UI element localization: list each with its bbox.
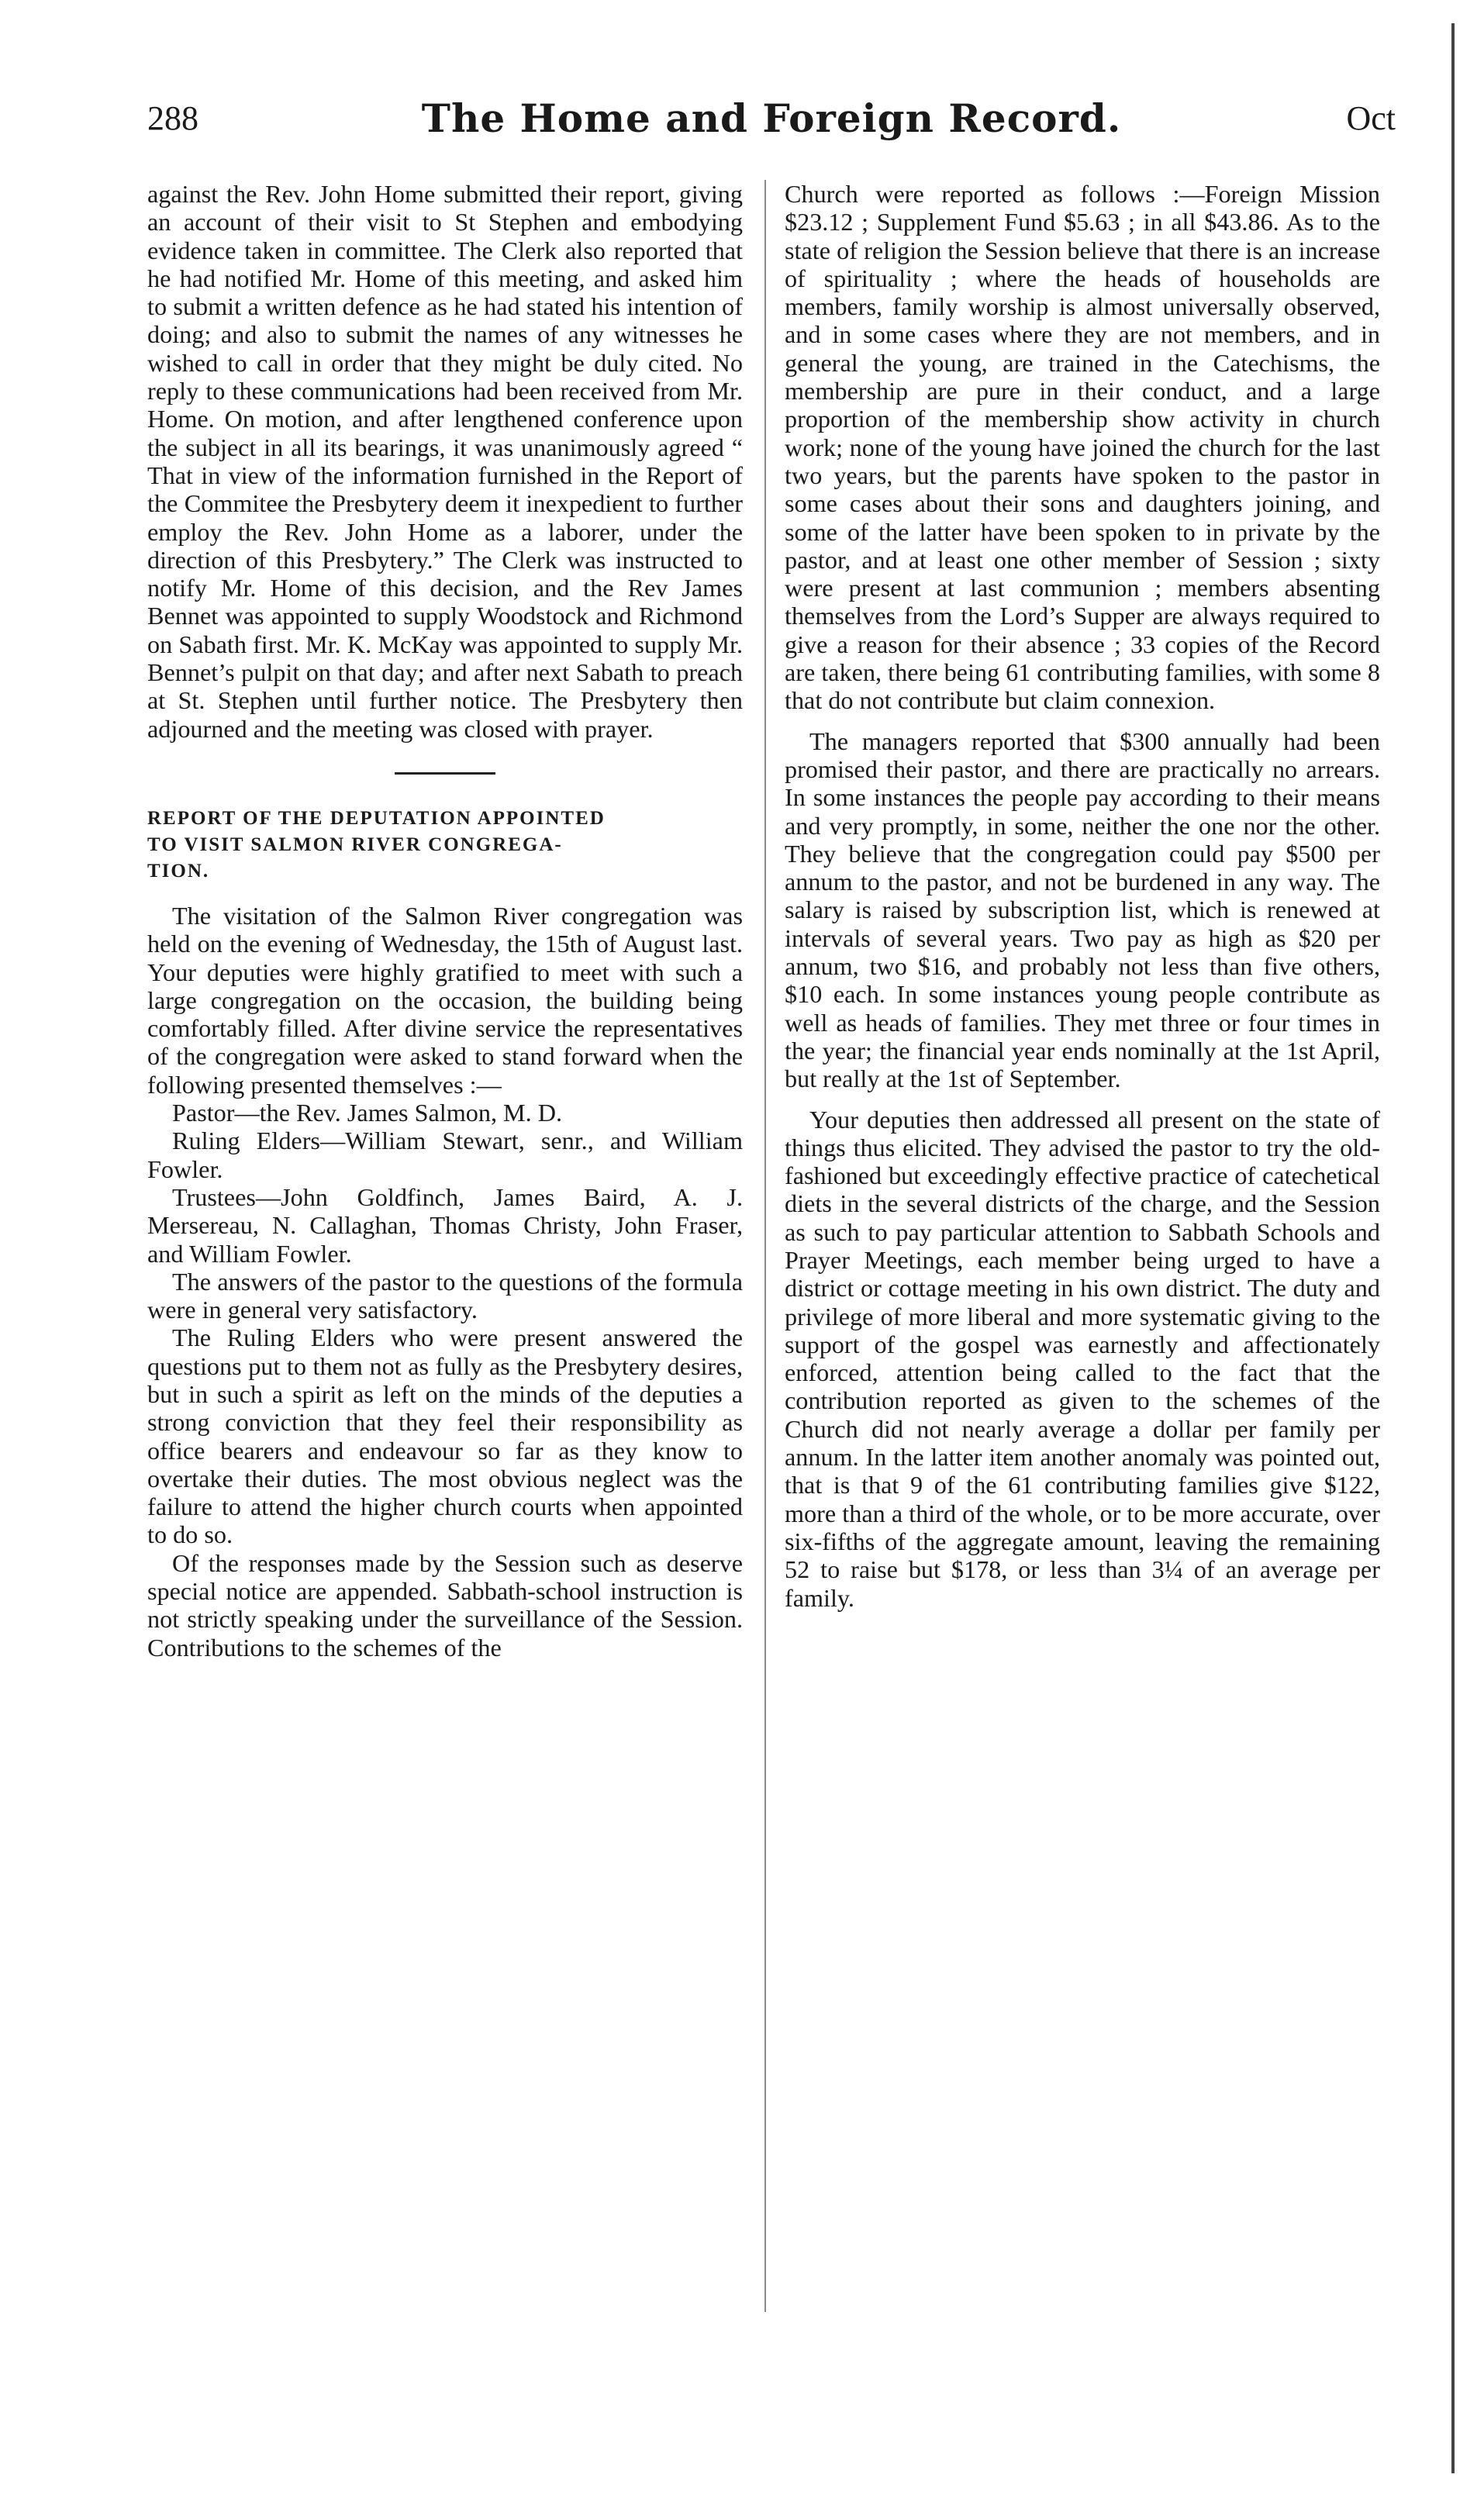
- ruling-elders-paragraph: The Ruling Elders who were present answered the questions put to them not as fully as the Presbytery desires, but in such a spirit as left on the minds of the deputies a strong conviction that they feel their responsibility as office bearers and endeavour so far as they know to overtake their duties. The most obvious neglect was the failure to attend the higher church courts when appointed to do so.: [147, 1323, 743, 1549]
- session-responses-paragraph: Of the responses made by the Session such as deserve special notice are appended. Sabbath-school instruction is not strictly speaking under the surveillance of the Session. Contributions to the schemes of the: [147, 1548, 743, 1662]
- pastor-line: Pastor—the Rev. James Salmon, M. D.: [172, 1099, 563, 1127]
- column-rule: [764, 180, 766, 2312]
- page-edge-rule: [1451, 23, 1455, 2473]
- visitation-paragraph: The visitation of the Salmon River congregation was held on the evening of Wednesday, the 15th of August last. Your deputies were highly gratified to meet with such a large congregation on the occasion, the building being comfortably filled. After divine service the representatives of the congregation were asked to stand forward when the following presented themselves :—: [147, 901, 743, 1099]
- pastor-answers-paragraph: The answers of the pastor to the questions of the formula were in general very satisfactory.: [147, 1267, 743, 1324]
- running-header: [147, 91, 1396, 146]
- page-number: 288: [147, 99, 198, 137]
- heading-line: TION.: [147, 860, 210, 882]
- heading-line: TO VISIT SALMON RIVER CONGREGA-: [147, 833, 563, 855]
- heading-line: REPORT OF THE DEPUTATION APPOINTED: [147, 807, 606, 829]
- deputation-report-heading: [147, 806, 743, 885]
- deputies-address-paragraph: Your deputies then addressed all present on the state of things thus elicited. They advised the pastor to try the old-fashioned but exceedingly effective practice of catechetical diets in the several districts of the charge, and the Session as such to pay particular attention to Sabbath Schools and Prayer Meetings, each member being urged to have a district or cottage meeting in his own district. The duty and privilege of more liberal and more systematic giving to the support of the gospel was earnestly and affectionately enforced, attention being called to the fact that the contribution reported as given to the schemes of the Church did not nearly average a dollar per family per annum. In the latter item another anomaly was pointed out, that is that 9 of the 61 contributing families give $122, more than a third of the whole, or to be more accurate, over six-fifths of the aggregate amount, leaving the remaining 52 to raise but $178, or less than 3¼ of an average per family.: [785, 1105, 1380, 1612]
- right-column: [785, 180, 1380, 1612]
- section-divider: [395, 772, 495, 775]
- contributions-paragraph: Church were reported as follows :—Foreign Mission $23.12 ; Supplement Fund $5.63 ; in all $43.86. As to the state of religion the Session believe that there is an increase of spirituality ; where the heads of households are members, family worship is almost universally observed, and in some cases where they are not members, and in general the young, are trained in the Catechisms, the membership are pure in their conduct, and a large proportion of the membership show activity in church work; none of the young have joined the church for the last two years, but the parents have spoken to the pastor in some cases about their sons and daughters joining, and some of the latter have been spoken to in private by the pastor, and at least one other member of Session ; sixty were present at last communion ; members absenting themselves from the Lord’s Supper are always required to give a reason for their absence ; 33 copies of the Record are taken, there being 61 contributing families, with some 8 that do not contribute but claim connexion.: [785, 180, 1380, 715]
- running-title: The Home and Foreign Record.: [421, 95, 1122, 141]
- left-column: [147, 180, 743, 1662]
- issue-month: Oct: [1346, 99, 1396, 137]
- managers-paragraph: The managers reported that $300 annually had been promised their pastor, and there are practically no arrears. In some instances the people pay according to their means and very promptly, in some, neither the one nor the other. They believe that the congregation could pay $500 per annum to the pastor, and not be burdened in any way. The salary is raised by subscription list, which is renewed at intervals of several years. Two pay as high as $20 per annum, two $16, and probably not less than five others, $10 each. In some instances young people contribute as well as heads of families. They met three or four times in the year; the financial year ends nominally at the 1st April, but really at the 1st of September.: [785, 726, 1380, 1093]
- trustees-line: Trustees—John Goldfinch, James Baird, A. J. Mersereau, N. Callaghan, Thomas Christy, John Fraser, and William Fowler.: [147, 1182, 743, 1268]
- presbytery-minutes-paragraph: against the Rev. John Home submitted their report, giving an account of their visit to St Stephen and embodying evidence taken in committee. The Clerk also reported that he had notified Mr. Home of this meeting, and asked him to submit a written defence as he had stated his intention of doing; and also to submit the names of any witnesses he wished to call in order that they might be duly cited. No reply to these communications had been received from Mr. Home. On motion, and after lengthened conference upon the subject in all its bearings, it was unanimously agreed “ That in view of the information furnished in the Report of the Commitee the Presbytery deem it inexpedient to further employ the Rev. John Home as a laborer, under the direction of this Presbytery.” The Clerk was instructed to notify Mr. Home of this decision, and the Rev James Bennet was appointed to supply Woodstock and Richmond on Sabath first. Mr. K. McKay was appointed to supply Mr. Bennet’s pulpit on that day; and after next Sabath to preach at St. Stephen until further notice. The Presbytery then adjourned and the meeting was closed with prayer.: [147, 180, 743, 743]
- ruling-elders-line: Ruling Elders—William Stewart, senr., and William Fowler.: [147, 1127, 743, 1183]
